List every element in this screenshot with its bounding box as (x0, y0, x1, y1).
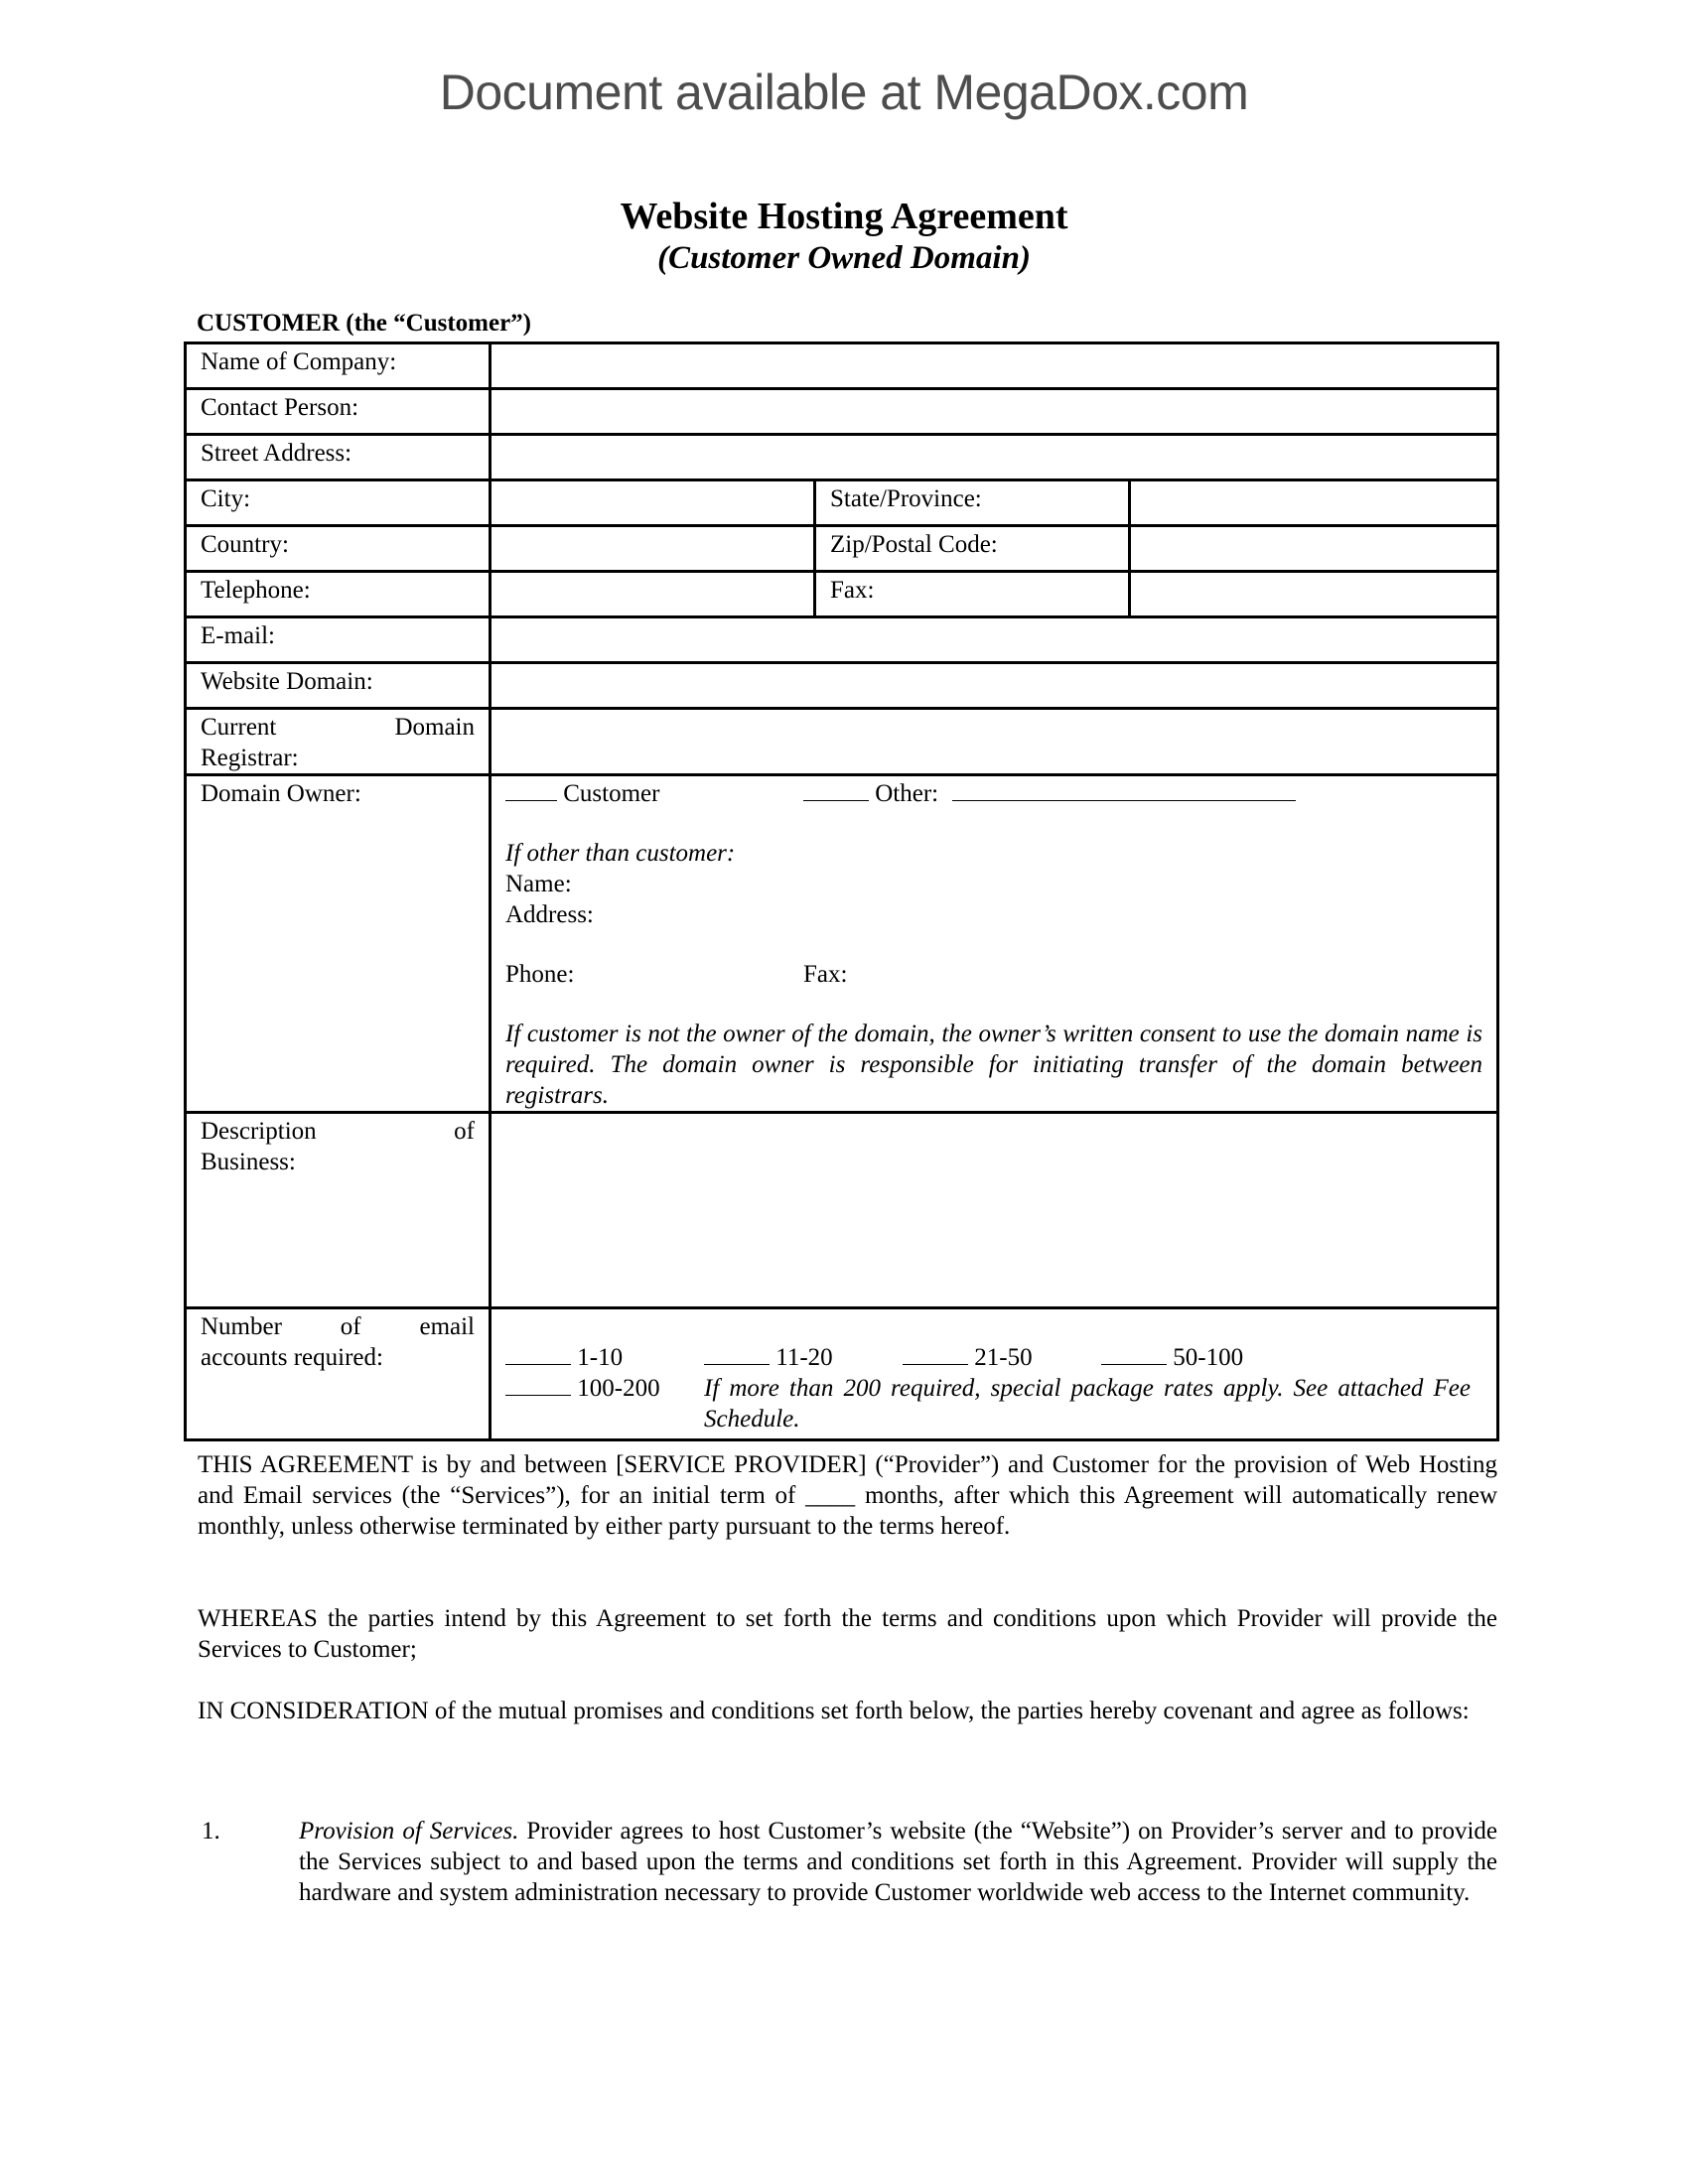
clause-heading: Provision of Services. (299, 1818, 519, 1844)
label-country: Country: (186, 526, 491, 572)
table-row (186, 775, 1498, 1113)
document-title: Website Hosting Agreement (620, 196, 1068, 237)
other-owner-input[interactable] (952, 778, 1296, 801)
field-fax[interactable] (1130, 572, 1498, 617)
customer-section-heading: CUSTOMER (the “Customer”) (197, 310, 532, 337)
checkbox-blank[interactable] (704, 1342, 770, 1365)
checkbox-blank[interactable] (903, 1342, 968, 1365)
option-label: 100-200 (577, 1375, 660, 1402)
field-telephone[interactable] (491, 572, 815, 617)
label-word: accounts required: (201, 1344, 383, 1371)
field-contact-person[interactable] (491, 389, 1498, 435)
label-website-domain: Website Domain: (186, 663, 491, 709)
label-word: email (419, 1313, 475, 1340)
customer-info-table (184, 341, 1499, 1441)
label-zip-postal-code: Zip/Postal Code: (815, 526, 1130, 572)
checkbox-blank[interactable] (505, 1373, 571, 1396)
table-row (186, 617, 1498, 663)
clause-number: 1. (202, 1818, 220, 1844)
table-row (186, 1308, 1498, 1440)
email-accounts-note: If more than 200 required, special package rates apply. See attached Fee Schedule. (704, 1375, 1471, 1433)
if-other-label: If other than customer: (505, 840, 736, 867)
checkbox-blank[interactable] (1101, 1342, 1167, 1365)
option-label: Other: (875, 780, 939, 807)
table-row (186, 709, 1498, 775)
option-label: 21-50 (974, 1344, 1033, 1371)
field-zip-postal-code[interactable] (1130, 526, 1498, 572)
table-row (186, 526, 1498, 572)
option-label: 1-10 (577, 1344, 624, 1371)
field-email[interactable] (491, 617, 1498, 663)
field-state-province[interactable] (1130, 480, 1498, 526)
email-option-100-200[interactable] (505, 1373, 704, 1434)
label-domain-owner: Domain Owner: (186, 775, 491, 1113)
label-fax: Fax: (815, 572, 1130, 617)
label-word: Domain (394, 714, 475, 741)
table-row (186, 389, 1498, 435)
domain-owner-option-customer[interactable] (505, 778, 803, 809)
domain-owner-option-other[interactable] (803, 778, 1296, 809)
field-description-of-business[interactable] (491, 1113, 1498, 1308)
label-word: Current (201, 714, 277, 741)
option-label: 11-20 (775, 1344, 833, 1371)
agreement-paragraph: THIS AGREEMENT is by and between [SERVICE PROVIDER] (“Provider”) and Customer for the provision of Web Hosting and Email services (the “Services”), for an initial term of ____ months, after which this Agreement will automatically renew monthly, unless otherwise terminated by either party pursuant to the terms hereof. (198, 1451, 1497, 1540)
label-word: of (454, 1118, 475, 1145)
clause-text: Provider agrees to host Customer’s website (the “Website”) on Provider’s server and to provide the Services subject to and based upon the terms and conditions set forth in this Agreement. Provider will supply the hardware and system administration necessary to provide Customer worldwide web access to the Internet community. (299, 1818, 1497, 1906)
field-country[interactable] (491, 526, 815, 572)
checkbox-blank-other[interactable] (803, 778, 869, 801)
domain-owner-note: If customer is not the owner of the domain, the owner’s written consent to use the domain name is required. The domain owner is responsible for initiating transfer of the domain between registrars. (505, 1021, 1483, 1109)
label-number-of-email-accounts (186, 1308, 491, 1440)
owner-phone-label: Phone: (505, 961, 575, 988)
checkbox-blank[interactable] (505, 1342, 571, 1365)
label-word: Description (201, 1118, 317, 1145)
field-current-domain-registrar[interactable] (491, 709, 1498, 775)
owner-fax-label: Fax: (803, 961, 848, 988)
field-city[interactable] (491, 480, 815, 526)
email-option-11-20[interactable] (704, 1342, 903, 1373)
label-city: City: (186, 480, 491, 526)
document-subtitle: (Customer Owned Domain) (657, 240, 1031, 276)
table-row (186, 435, 1498, 480)
label-contact-person: Contact Person: (186, 389, 491, 435)
email-option-50-100[interactable] (1101, 1342, 1300, 1373)
label-description-of-business (186, 1113, 491, 1308)
table-row (186, 572, 1498, 617)
label-telephone: Telephone: (186, 572, 491, 617)
label-name-of-company: Name of Company: (186, 343, 491, 389)
label-word: of (340, 1313, 361, 1340)
watermark-text: Document available at MegaDox.com (439, 65, 1249, 120)
label-word: Business: (201, 1149, 296, 1175)
field-website-domain[interactable] (491, 663, 1498, 709)
whereas-paragraph: WHEREAS the parties intend by this Agreement to set forth the terms and conditions upon which Provider will provide the Services to Customer; (198, 1605, 1497, 1663)
label-word: Number (201, 1313, 282, 1340)
label-email: E-mail: (186, 617, 491, 663)
table-row (186, 1113, 1498, 1308)
label-current-domain-registrar (186, 709, 491, 775)
email-option-21-50[interactable] (903, 1342, 1101, 1373)
checkbox-blank-customer[interactable] (505, 778, 557, 801)
option-label: 50-100 (1173, 1344, 1244, 1371)
label-word: Registrar: (201, 745, 299, 771)
clause-provision-of-services (299, 1816, 1497, 1908)
option-label: Customer (563, 780, 660, 807)
email-option-1-10[interactable] (505, 1342, 704, 1373)
owner-address-label: Address: (505, 901, 594, 928)
table-row (186, 663, 1498, 709)
consideration-paragraph: IN CONSIDERATION of the mutual promises and conditions set forth below, the parties hereby covenant and agree as follows: (198, 1698, 1470, 1724)
table-row (186, 480, 1498, 526)
field-street-address[interactable] (491, 435, 1498, 480)
table-row (186, 343, 1498, 389)
label-street-address: Street Address: (186, 435, 491, 480)
field-name-of-company[interactable] (491, 343, 1498, 389)
owner-name-label: Name: (505, 871, 572, 897)
label-state-province: State/Province: (815, 480, 1130, 526)
email-accounts-cell (491, 1308, 1498, 1440)
domain-owner-cell (491, 775, 1498, 1113)
